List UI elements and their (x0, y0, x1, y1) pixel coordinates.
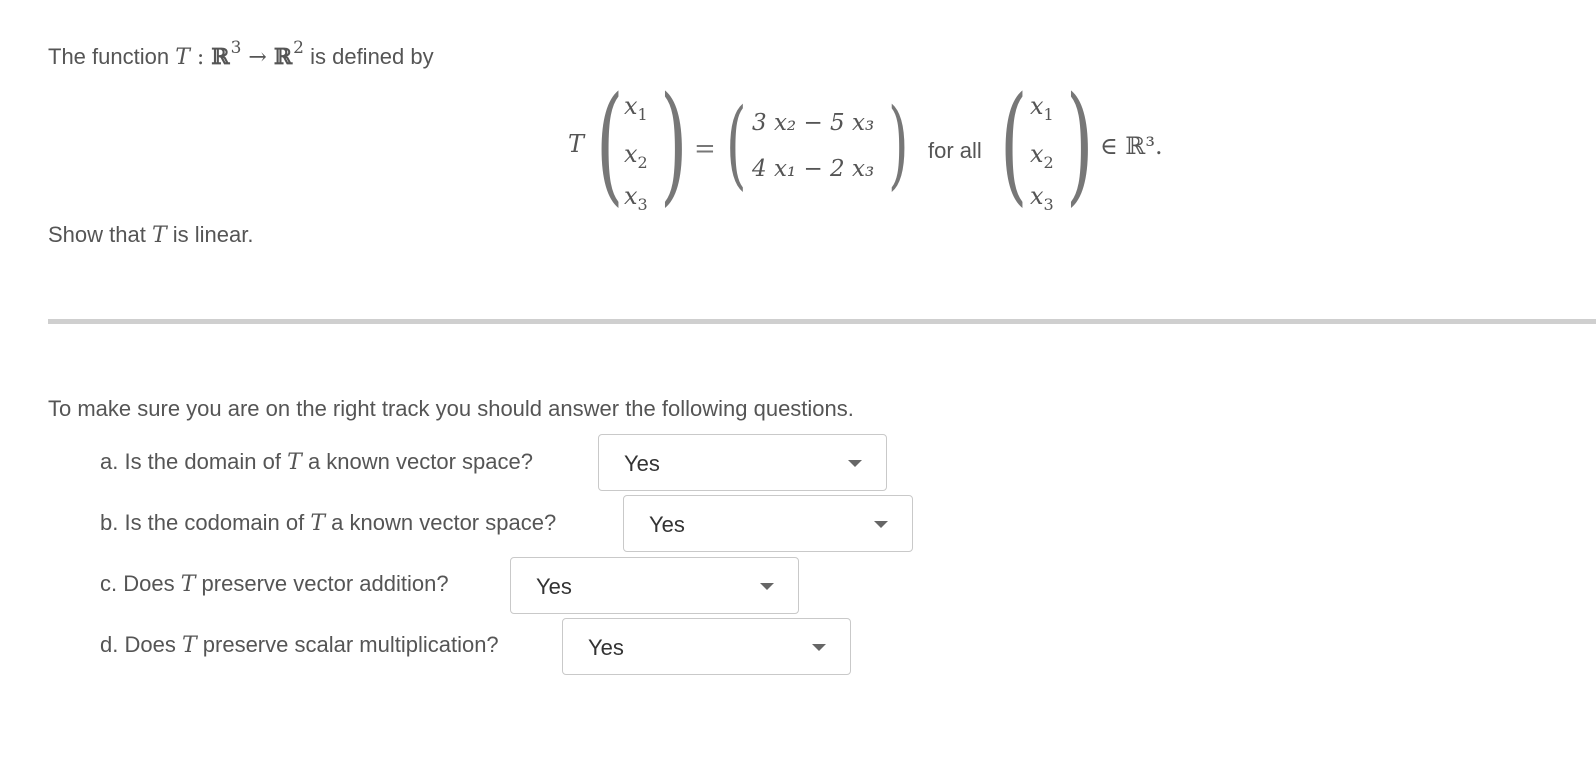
selected-value: Yes (536, 574, 572, 599)
vec-x2: $x_2$ (624, 140, 648, 172)
vec-x1: $x_1$ (624, 92, 648, 124)
domain-set: ℝ (211, 44, 230, 70)
for-all-text: for all (928, 138, 982, 163)
question-c-select[interactable] (510, 557, 799, 614)
arrow: → (241, 45, 274, 70)
section-divider (48, 319, 1596, 324)
show-prefix: Show that (48, 222, 146, 247)
vec2-right-paren: ) (1066, 70, 1094, 219)
question-d: d. Does T preserve scalar multiplication? (100, 632, 499, 658)
selected-value: Yes (588, 635, 624, 660)
domain-dim: 3 (230, 38, 242, 58)
vec-x3: $x_3$ (624, 182, 648, 214)
show-function-symbol: T (151, 223, 167, 248)
vec2-x1: $x_1$ (1030, 92, 1054, 124)
problem-intro (48, 38, 434, 70)
caret-down-icon (760, 583, 774, 590)
codomain-dim: 2 (293, 38, 304, 58)
result-row-2: 4 x₁ − 2 x₃ (752, 156, 875, 182)
question-d-select[interactable] (562, 618, 851, 675)
vec2-left-paren: ( (1000, 70, 1028, 219)
question-c: c. Does T preserve vector addition? (100, 571, 449, 597)
questions-intro: To make sure you are on the right track you should answer the following questions. (48, 396, 854, 421)
colon: : (189, 45, 212, 70)
vec2-x2: $x_2$ (1030, 140, 1054, 172)
question-a: a. Is the domain of T a known vector space? (100, 449, 533, 475)
caret-down-icon (812, 644, 826, 651)
selected-value: Yes (649, 512, 685, 537)
left-paren: ( (596, 70, 624, 219)
result-left-paren: ( (726, 88, 747, 200)
selected-value: Yes (624, 451, 660, 476)
function-symbol: T (175, 45, 190, 70)
caret-down-icon (874, 521, 888, 528)
vec2-x3: $x_3$ (1030, 182, 1054, 214)
intro-suffix: is defined by (310, 44, 434, 69)
eq-function-symbol: T (568, 130, 585, 158)
definition-equation (560, 70, 1200, 222)
show-suffix: is linear. (172, 222, 254, 247)
right-paren: ) (660, 70, 688, 219)
question-b: b. Is the codomain of T a known vector space? (100, 510, 557, 536)
question-b-select[interactable] (623, 495, 913, 552)
result-row-1: 3 x₂ − 5 x₃ (752, 110, 875, 136)
equals-sign: = (694, 134, 716, 164)
set-membership: ∈ ℝ³. (1100, 132, 1163, 160)
question-a-select[interactable] (598, 434, 887, 491)
caret-down-icon (848, 460, 862, 467)
codomain-set: ℝ (273, 44, 293, 70)
task-statement (48, 222, 254, 248)
intro-prefix: The function (48, 44, 170, 69)
result-right-paren: ) (888, 88, 909, 200)
